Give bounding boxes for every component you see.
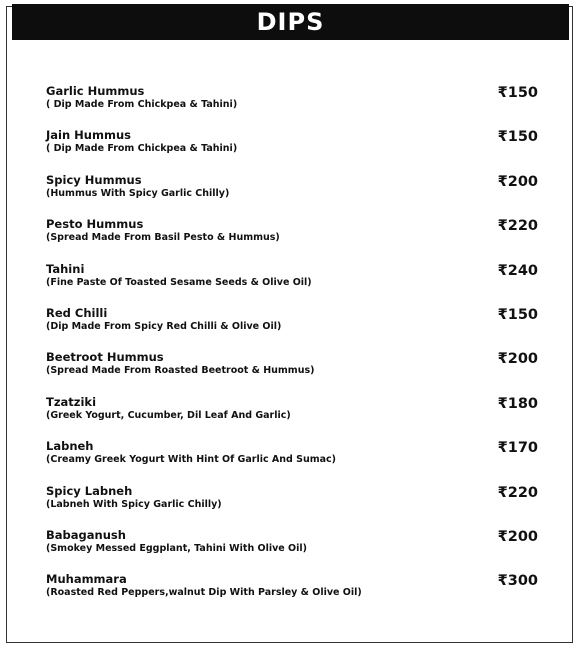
item-price: ₹300 <box>497 573 538 590</box>
item-price: ₹170 <box>497 440 538 457</box>
item-name: Muhammara <box>46 572 127 587</box>
item-name: Babaganush <box>46 527 126 542</box>
item-name: Red Chilli <box>46 305 108 320</box>
item-price: ₹220 <box>497 484 538 501</box>
item-price: ₹150 <box>497 129 538 146</box>
menu-item <box>46 439 538 483</box>
item-description: ( Dip Made From Chickpea & Tahini) <box>46 143 238 155</box>
item-price: ₹200 <box>497 528 538 545</box>
item-description: (Creamy Greek Yogurt With Hint Of Garlic And Sumac) <box>46 454 337 466</box>
item-name: Beetroot Hummus <box>46 350 164 365</box>
item-name: Jain Hummus <box>46 128 131 143</box>
item-name: Garlic Hummus <box>46 84 145 98</box>
item-name: Tzatziki <box>46 394 97 409</box>
item-description: (Roasted Red Peppers,walnut Dip With Parsley & Olive Oil) <box>46 587 362 599</box>
menu-item <box>46 262 538 306</box>
item-name: Tahini <box>46 261 85 276</box>
item-description: (Hummus With Spicy Garlic Chilly) <box>46 187 230 199</box>
section-title: DIPS <box>256 8 325 36</box>
menu-item <box>46 484 538 528</box>
item-price: ₹200 <box>497 173 538 190</box>
item-price: ₹200 <box>497 351 538 368</box>
item-price: ₹240 <box>497 262 538 279</box>
menu-item <box>46 350 538 394</box>
item-description: (Labneh With Spicy Garlic Chilly) <box>46 498 222 510</box>
item-name: Labneh <box>46 439 94 454</box>
menu-item <box>46 395 538 439</box>
menu-item <box>46 306 538 350</box>
item-price: ₹180 <box>497 395 538 412</box>
item-description: (Spread Made From Basil Pesto & Hummus) <box>46 232 280 244</box>
item-description: ( Dip Made From Chickpea & Tahini) <box>46 99 238 110</box>
menu-item <box>46 84 538 128</box>
item-price: ₹150 <box>497 85 538 101</box>
item-name: Spicy Labneh <box>46 483 133 498</box>
menu-list <box>46 84 538 617</box>
item-description: (Dip Made From Spicy Red Chilli & Olive Oil) <box>46 320 282 332</box>
menu-item <box>46 217 538 261</box>
item-price: ₹150 <box>497 306 538 323</box>
item-description: (Fine Paste Of Toasted Sesame Seeds & Olive Oil) <box>46 276 312 288</box>
item-name: Pesto Hummus <box>46 217 144 232</box>
item-price: ₹220 <box>497 218 538 235</box>
item-description: (Smokey Messed Eggplant, Tahini With Olive Oil) <box>46 542 307 554</box>
section-header <box>12 4 569 40</box>
menu-item <box>46 128 538 172</box>
item-name: Spicy Hummus <box>46 172 142 187</box>
item-description: (Spread Made From Roasted Beetroot & Hummus) <box>46 365 315 377</box>
menu-item <box>46 572 538 616</box>
menu-item <box>46 173 538 217</box>
menu-item <box>46 528 538 572</box>
item-description: (Greek Yogurt, Cucumber, Dil Leaf And Garlic) <box>46 409 291 421</box>
